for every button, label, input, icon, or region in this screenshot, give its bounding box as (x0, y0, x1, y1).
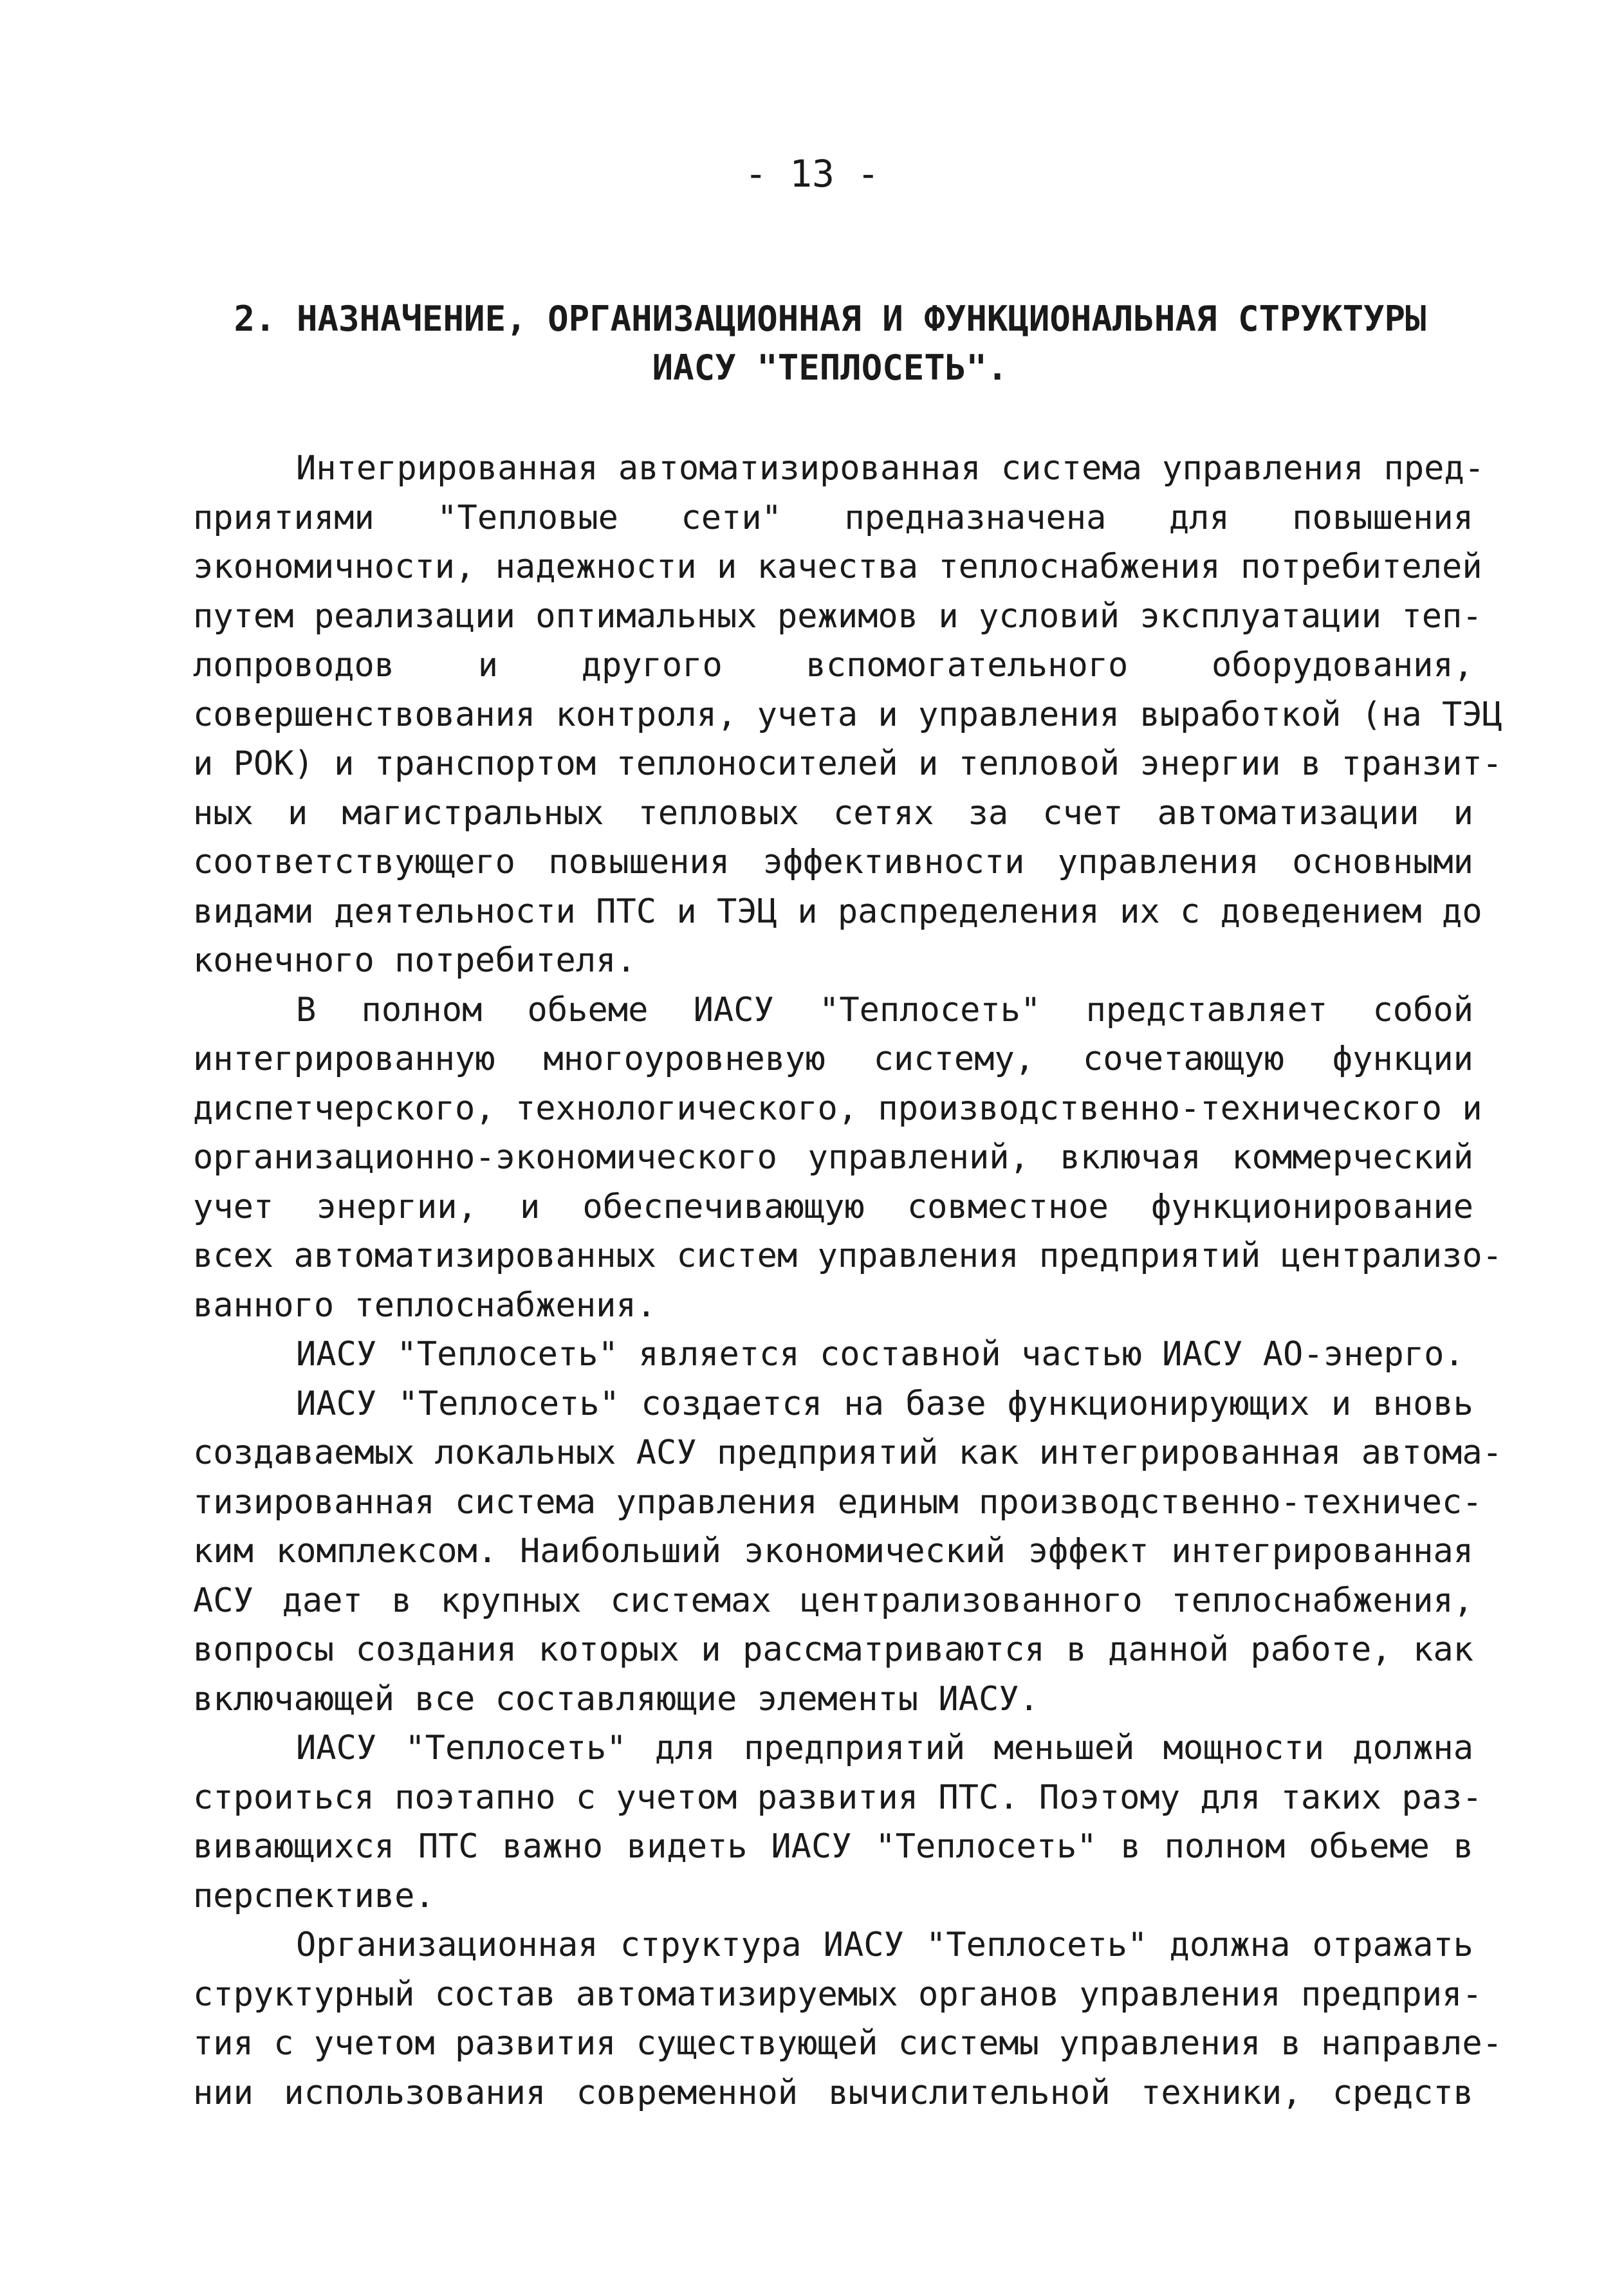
paragraph-line: путем реализации оптимальных режимов и условий эксплуатации теп- (193, 596, 1482, 636)
paragraph-line: организационно-экономического управлений, включая коммерческий (193, 1138, 1473, 1177)
paragraph-line: учет энергии, и обеспечивающую совместное функционирование (193, 1187, 1473, 1226)
paragraph-line: строиться поэтапно с учетом развития ПТС. Поэтому для таких раз- (193, 1778, 1482, 1817)
paragraph-line: В полном обьеме ИАСУ "Теплосеть" представляет собой (296, 990, 1473, 1029)
body-text (193, 444, 1502, 2117)
paragraph-line: включающей все составляющие элементы ИАСУ. (193, 1679, 1039, 1719)
paragraph (193, 444, 1502, 986)
paragraph-line: вивающихся ПТС важно видеть ИАСУ "Теплосеть" в полном обьеме в (193, 1827, 1473, 1866)
paragraph (193, 1921, 1502, 2117)
paragraph (193, 986, 1502, 1331)
paragraph-line: ванного теплоснабжения. (193, 1286, 657, 1325)
paragraph-line: тия с учетом развития существующей системы управления в направле- (193, 2024, 1502, 2063)
paragraph (193, 1379, 1502, 1724)
paragraph-line: создаваемых локальных АСУ предприятий как интегрированная автома- (193, 1433, 1502, 1472)
paragraph-line: лопроводов и другого вспомогательного оборудования, (193, 646, 1473, 685)
paragraph (193, 1724, 1482, 1921)
paragraph-line: экономичности, надежности и качества теплоснабжения потребителей (193, 548, 1482, 586)
paragraph-line: Интегрированная автоматизированная система управления пред- (296, 449, 1485, 488)
paragraph-line: ким комплексом. Наибольший экономический эффект интегрированная (193, 1532, 1473, 1571)
paragraph-line: и РОК) и транспортом теплоносителей и тепловой энергии в транзит- (193, 744, 1502, 783)
paragraph-line: нии использования современной вычислительной техники, средств (193, 2073, 1473, 2112)
page-number: - 13 - (744, 152, 880, 196)
section-title-line-1: 2. НАЗНАЧЕНИЕ, ОРГАНИЗАЦИОННАЯ И ФУНКЦИОНАЛЬНАЯ СТРУКТУРЫ (234, 299, 1426, 339)
paragraph-line: конечного потребителя. (193, 941, 636, 980)
section-title (193, 295, 1467, 392)
paragraph-line: ИАСУ "Теплосеть" является составной частью ИАСУ АО-энерго. (296, 1335, 1464, 1374)
paragraph-line: интегрированную многоуровневую систему, сочетающую функции (193, 1040, 1473, 1078)
paragraph-line: АСУ дает в крупных системах централизованного теплоснабжения, (193, 1581, 1473, 1620)
paragraph-line: структурный состав автоматизируемых органов управления предприя- (193, 1975, 1482, 2014)
paragraph-line: ных и магистральных тепловых сетях за счет автоматизации и (193, 793, 1473, 833)
paragraph-line: тизированная система управления единым производственно-техничес- (193, 1482, 1482, 1522)
paragraph-line: ИАСУ "Теплосеть" создается на базе функционирующих и вновь (296, 1384, 1473, 1423)
paragraph (193, 1330, 1473, 1379)
paragraph-line: видами деятельности ПТС и ТЭЦ и распределения их с доведением до (193, 892, 1482, 931)
paragraph-line: приятиями "Тепловые сети" предназначена для повышения (193, 498, 1473, 537)
section-title-line-2: ИАСУ "ТЕПЛОСЕТЬ". (652, 347, 1008, 388)
paragraph-line: Организационная структура ИАСУ "Теплосеть" должна отражать (296, 1926, 1473, 1964)
paragraph-line: всех автоматизированных систем управления предприятий централизо- (193, 1237, 1502, 1275)
paragraph-line: перспективе. (193, 1876, 435, 1915)
paragraph-line: совершенствования контроля, учета и управления выработкой (на ТЭЦ (193, 695, 1502, 734)
paragraph-line: соответствующего повышения эффективности управления основными (193, 843, 1473, 881)
paragraph-line: диспетчерского, технологического, производственно-технического и (193, 1089, 1482, 1128)
paragraph-line: вопросы создания которых и рассматриваются в данной работе, как (193, 1630, 1473, 1669)
paragraph-line: ИАСУ "Теплосеть" для предприятий меньшей мощности должна (296, 1729, 1473, 1767)
